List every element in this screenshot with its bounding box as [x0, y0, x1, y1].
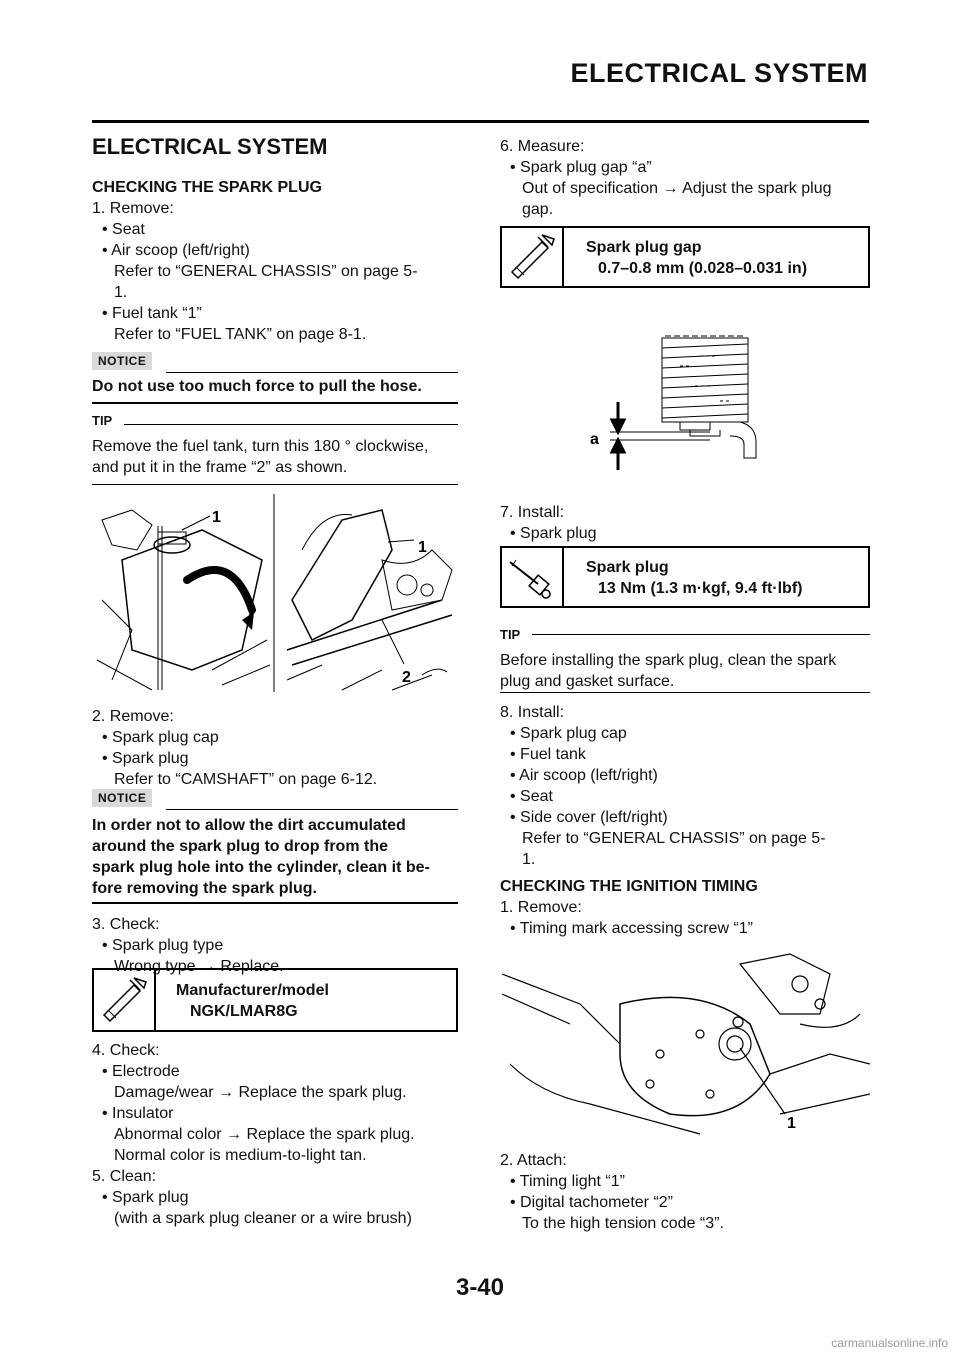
step-8-ref: 1.	[522, 851, 536, 868]
spec-value: 13 Nm (1.3 m·kgf, 9.4 ft·lbf)	[598, 580, 803, 597]
step-1-item: • Air scoop (left/right)	[102, 242, 250, 259]
spec-title: Manufacturer/model	[176, 982, 329, 999]
notice-text: around the spark plug to drop from the	[92, 838, 388, 855]
step-3-item: • Spark plug type	[102, 937, 224, 954]
step-1-item: • Seat	[102, 221, 145, 238]
section-title: ELECTRICAL SYSTEM	[92, 134, 328, 159]
step-4: 4. Check:	[92, 1042, 160, 1059]
figure-callout: 1	[212, 509, 221, 526]
step-4-item: • Electrode	[102, 1063, 180, 1080]
step-1-ref: Refer to “FUEL TANK” on page 8-1.	[114, 326, 367, 343]
figure-callout: 1	[418, 539, 427, 556]
spec-title: Spark plug gap	[586, 239, 702, 256]
step-2-item: • Spark plug cap	[102, 729, 219, 746]
tip-text: Remove the fuel tank, turn this 180 ° clockwise,	[92, 438, 429, 455]
timing-mark-illustration	[500, 944, 870, 1140]
step-4-item: • Insulator	[102, 1105, 174, 1122]
notice-text: Do not use too much force to pull the hose.	[92, 378, 422, 395]
step-3: 3. Check:	[92, 916, 160, 933]
step-4-sub: Normal color is medium-to-light tan.	[114, 1147, 367, 1164]
spec-value: 0.7–0.8 mm (0.028–0.031 in)	[598, 260, 808, 277]
notice-rule	[166, 372, 458, 373]
spark-plug-gap-illustration	[580, 326, 780, 486]
torque-wrench-icon	[502, 548, 560, 606]
notice-label: NOTICE	[92, 352, 152, 370]
step-t1: 1. Remove:	[500, 899, 582, 916]
step-4-sub: Abnormal color → Replace the spark plug.	[114, 1126, 415, 1143]
step-t1-item: • Timing mark accessing screw “1”	[510, 920, 753, 937]
tip-label: TIP	[500, 627, 521, 642]
page-header-title: ELECTRICAL SYSTEM	[570, 58, 868, 88]
spec-box-plug-torque	[500, 546, 870, 608]
tip-text: Before installing the spark plug, clean the spark	[500, 652, 837, 669]
figure-callout: a	[590, 431, 599, 448]
step-5-sub: (with a spark plug cleaner or a wire brush)	[114, 1210, 412, 1227]
notice-rule	[166, 809, 458, 810]
spec-title: Spark plug	[586, 559, 669, 576]
step-8-item: • Air scoop (left/right)	[510, 767, 658, 784]
tip-end-rule	[92, 484, 458, 485]
step-8-ref: Refer to “GENERAL CHASSIS” on page 5-	[522, 830, 826, 847]
tip-rule	[532, 634, 870, 635]
step-6-sub: gap.	[522, 201, 554, 218]
step-2-ref: Refer to “CAMSHAFT” on page 6-12.	[114, 771, 378, 788]
step-t2: 2. Attach:	[500, 1152, 567, 1169]
step-2: 2. Remove:	[92, 708, 174, 725]
notice-label: NOTICE	[92, 789, 152, 807]
figure-callout: 1	[787, 1115, 796, 1132]
step-5-item: • Spark plug	[102, 1189, 189, 1206]
step-6-item: • Spark plug gap “a”	[510, 159, 652, 176]
step-3-sub: Wrong type → Replace.	[114, 958, 284, 975]
step-1-ref: Refer to “GENERAL CHASSIS” on page 5-	[114, 263, 418, 280]
tip-rule	[124, 424, 458, 425]
step-7-item: • Spark plug	[510, 525, 597, 542]
caliper-icon	[94, 970, 152, 1030]
step-1-ref: 1.	[114, 284, 128, 301]
spec-box-plug-gap	[500, 226, 870, 288]
page-number: 3-40	[455, 1274, 505, 1301]
notice-end-rule	[92, 402, 458, 404]
step-t2-item: • Timing light “1”	[510, 1173, 625, 1190]
step-4-sub: Damage/wear → Replace the spark plug.	[114, 1084, 407, 1101]
header-rule	[92, 120, 869, 123]
notice-text: fore removing the spark plug.	[92, 880, 317, 897]
step-1-item: • Fuel tank “1”	[102, 305, 202, 322]
caliper-icon	[502, 228, 560, 286]
spec-cell	[502, 228, 564, 286]
step-8-item: • Seat	[510, 788, 553, 805]
step-8-item: • Side cover (left/right)	[510, 809, 668, 826]
step-t2-sub: To the high tension code “3”.	[522, 1215, 724, 1232]
subsection-spark-plug: CHECKING THE SPARK PLUG	[92, 179, 322, 196]
tip-text: plug and gasket surface.	[500, 673, 675, 690]
step-t2-item: • Digital tachometer “2”	[510, 1194, 673, 1211]
fuel-tank-illustration	[92, 490, 458, 696]
step-8-item: • Spark plug cap	[510, 725, 627, 742]
step-8: 8. Install:	[500, 704, 565, 721]
spec-box-plug-model	[92, 968, 458, 1032]
step-1: 1. Remove:	[92, 200, 174, 217]
step-6-sub: Out of specification → Adjust the spark plug	[522, 180, 832, 197]
tip-end-rule	[500, 692, 870, 693]
subsection-ignition-timing: CHECKING THE IGNITION TIMING	[500, 878, 758, 895]
notice-text: spark plug hole into the cylinder, clean it be-	[92, 859, 430, 876]
step-6: 6. Measure:	[500, 138, 585, 155]
spec-cell	[94, 970, 156, 1030]
tip-label: TIP	[92, 413, 113, 428]
spec-value: NGK/LMAR8G	[190, 1003, 298, 1020]
tip-text: and put it in the frame “2” as shown.	[92, 459, 348, 476]
step-5: 5. Clean:	[92, 1168, 157, 1185]
notice-text: In order not to allow the dirt accumulated	[92, 817, 406, 834]
step-2-item: • Spark plug	[102, 750, 189, 767]
figure-callout: 2	[402, 669, 411, 686]
step-7: 7. Install:	[500, 504, 565, 521]
notice-end-rule	[92, 902, 458, 904]
spec-cell	[502, 548, 564, 606]
watermark: carmanualsonline.info	[831, 1336, 948, 1350]
step-8-item: • Fuel tank	[510, 746, 586, 763]
